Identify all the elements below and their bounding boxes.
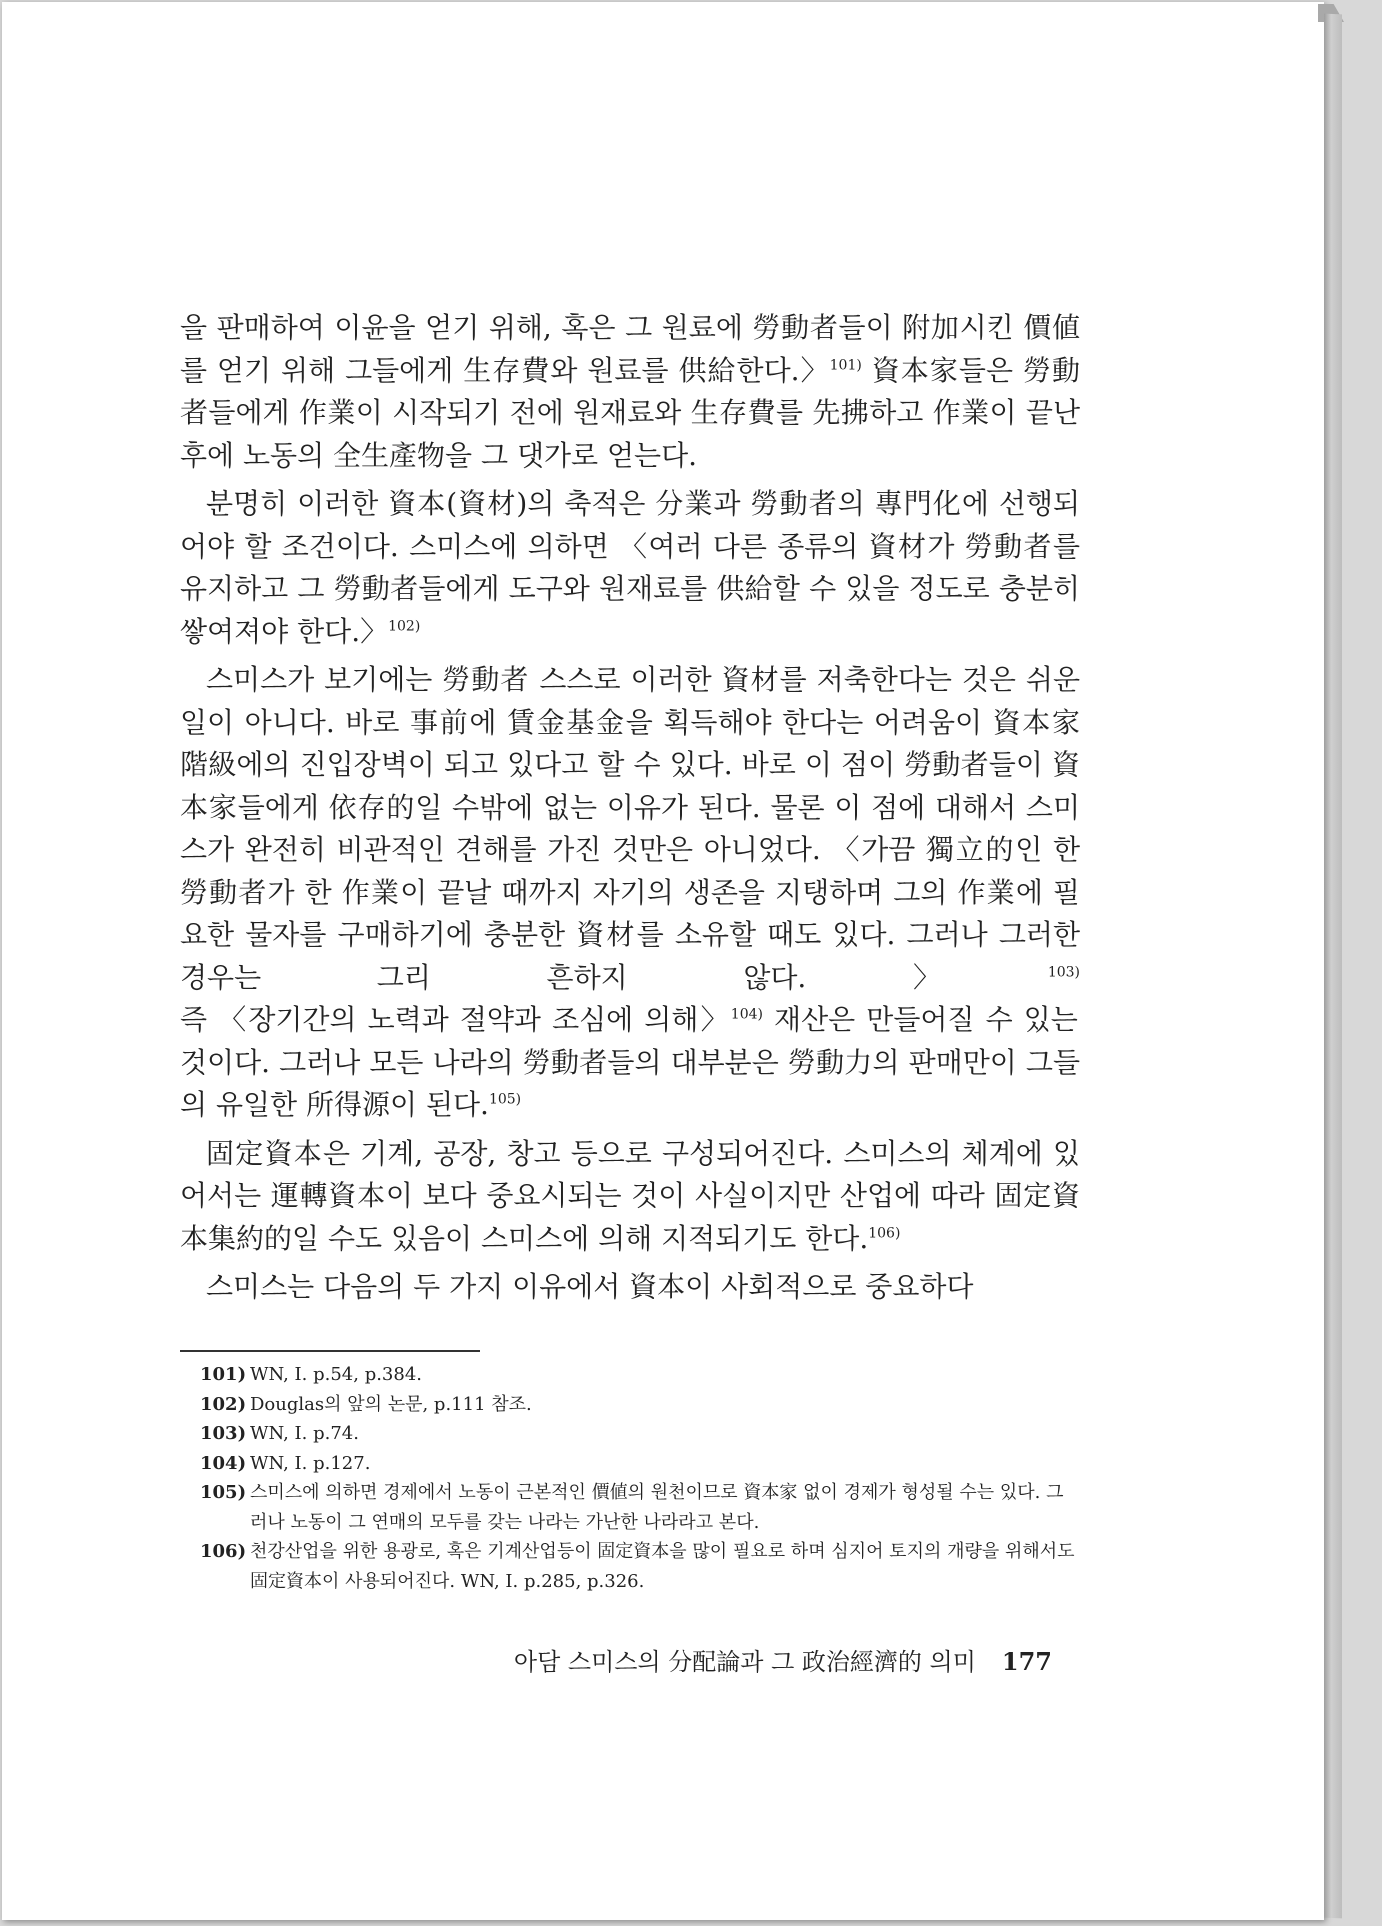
footnote-number: 103) (200, 1423, 247, 1444)
footnote-number: 105) (200, 1482, 247, 1503)
paragraph-text: 資本家들은 勞動者들에게 作業이 시작되기 전에 원재료와 生存費를 先拂하고 作業이 끝난 후에 노동의 全生產物을 그 댓가로 얻는다. (180, 353, 1080, 472)
paragraph-2 (180, 483, 1080, 653)
footnote-102 (200, 1390, 1080, 1420)
footnote-text: WN, I. p.74. (250, 1423, 359, 1444)
footnote-ref-101[interactable]: 101) (829, 357, 862, 374)
paragraph-4 (180, 1133, 1080, 1261)
footnote-number: 104) (200, 1452, 247, 1474)
paragraph-text: 재산은 만들어질 수 있는 것이다. 그러나 모든 나라의 勞動者들의 대부분은 勞動力의 판매만이 그들의 유일한 所得源이 된다. (180, 1003, 1080, 1121)
paragraph-text: 을 판매하여 이윤을 얻기 위해, 혹은 그 원료에 勞動者들이 附加시킨 價値를 얻기 위해 그들에게 生存費와 원료를 供給한다.〉 (180, 311, 1080, 387)
footnote-104 (200, 1449, 1080, 1479)
paragraph-5 (180, 1266, 1080, 1309)
footnote-ref-103[interactable]: 103) (1047, 964, 1080, 981)
page-footer (462, 1642, 1052, 1677)
paragraph-text: 분명히 이러한 資本(資材)의 축적은 分業과 勞動者의 專門化에 선행되어야 할 조건이다. 스미스에 의하면 〈여러 다른 종류의 資材가 勞動者를 유지하고 그 勞動者들에게 도구와 원재료를 供給할 수 있을 정도로 충분히 쌓여져야 한다.〉 (180, 487, 1080, 648)
footnote-number: 101) (200, 1364, 247, 1385)
page-edge (1324, 14, 1342, 1919)
footnote-number: 102) (200, 1393, 247, 1415)
page-number: 177 (1001, 1647, 1052, 1676)
footnote-divider (180, 1350, 480, 1352)
footnote-text: WN, I. p.54, p.384. (250, 1364, 423, 1385)
footnote-ref-106[interactable]: 106) (868, 1225, 901, 1242)
footnote-ref-102[interactable]: 102) (388, 618, 421, 635)
footnote-text: 천강산업을 위한 용광로, 혹은 기계산업등이 固定資本을 많이 필요로 하며 심지어 토지의 개량을 위해서도 固定資本이 사용되어진다. WN, I. p.285, p.326. (250, 1541, 1075, 1592)
footnote-ref-104[interactable]: 104) (730, 1006, 763, 1023)
book-page (2, 2, 1324, 1920)
footnotes (200, 1360, 1080, 1596)
paragraph-text: 스미스는 다음의 두 가지 이유에서 資本이 사회적으로 중요하다 (206, 1270, 974, 1303)
footnote-text: WN, I. p.127. (250, 1452, 371, 1474)
footnote-number: 106) (200, 1541, 247, 1562)
footnote-103 (200, 1419, 1080, 1449)
footnote-101 (200, 1360, 1080, 1390)
footnote-text: Douglas의 앞의 논문, p.111 참조. (250, 1393, 532, 1415)
paragraph-text: 스미스가 보기에는 勞動者 스스로 이러한 資材를 저축한다는 것은 쉬운 일이 아니다. 바로 事前에 賃金基金을 획득해야 한다는 어려움이 資本家階級에의 진입장벽이 되고 있다고 할 수 있다. 바로 이 점이 勞動者들이 資本家들에게 依存的일 수밖에 없는 이유가 된다. 물론 이 점에 대해서 스미스가 완전히 비관적인 견해를 가진 것만은 아니었다. 〈가끔 獨立的인 한 勞動者가 한 作業이 끝날 때까지 자기의 생존을 지탱하며 그의 作業에 필요한 물자를 구매하기에 충분한 資材를 소유할 때도 있다. 그러나 그러한 경우는 그리 흔하지 않다.〉 (180, 663, 1080, 994)
paragraph-3 (180, 659, 1080, 1127)
paragraph-text: 固定資本은 기계, 공장, 창고 등으로 구성되어진다. 스미스의 체계에 있어서는 運轉資本이 보다 중요시되는 것이 사실이지만 산업에 따라 固定資本集約的일 수도 있음이 스미스에 의해 지적되기도 한다. (180, 1136, 1080, 1255)
paragraph-1 (180, 307, 1080, 477)
footnote-ref-105[interactable]: 105) (488, 1091, 522, 1108)
paragraph-text: 즉 〈장기간의 노력과 절약과 조심에 의해〉 (180, 1003, 731, 1036)
running-title: 아담 스미스의 分配論과 그 政治經濟的 의미 (513, 1648, 976, 1676)
footnote-106 (200, 1537, 1080, 1596)
body-text (180, 307, 1080, 1309)
footnote-105 (200, 1478, 1080, 1537)
footnote-text: 스미스에 의하면 경제에서 노동이 근본적인 價値의 원천이므로 資本家 없이 경제가 형성될 수는 있다. 그러나 노동이 그 연매의 모두를 갖는 나라는 가난한 나라라고 본다. (250, 1482, 1064, 1533)
